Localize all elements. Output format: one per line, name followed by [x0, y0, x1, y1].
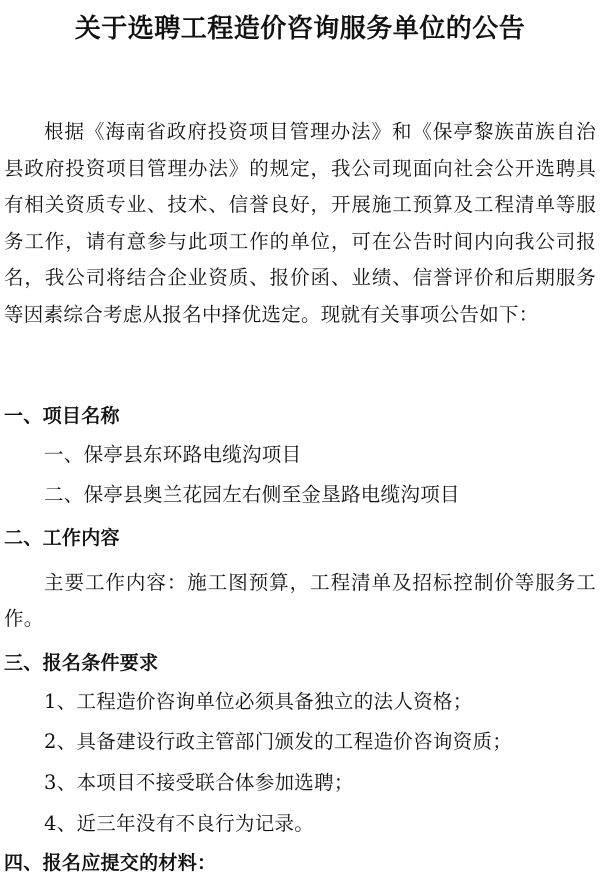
project-item-1: 一、保亭县东环路电缆沟项目 [44, 443, 302, 466]
intro-paragraph: 根据《海南省政府投资项目管理办法》和《保亭黎族苗族自治县政府投资项目管理办法》的规定，我公司现面向社会公开选聘具有相关资质专业、技术、信誉良好，开展施工预算及工程清单等服务工作，请有意参与此项工作的单位，可在公告时间内向我公司报名，我公司将结合企业资质、报价函、业绩、信誉评价和后期服务等因素综合考虑从报名中择优选定。现就有关事项公告如下： [4, 120, 596, 326]
requirement-item-4: 4、近三年没有不良行为记录。 [44, 812, 315, 835]
section-heading-work-content: 二、工作内容 [4, 527, 120, 549]
requirement-item-1: 1、工程造价咨询单位必须具备独立的法人资格； [44, 690, 473, 713]
project-item-2: 二、保亭县奥兰花园左右侧至金垦路电缆沟项目 [44, 483, 460, 506]
document-title: 关于选聘工程造价咨询服务单位的公告 [74, 14, 526, 44]
work-content-text: 主要工作内容：施工图预算，工程清单及招标控制价等服务工作。 [4, 571, 596, 630]
section-heading-requirements: 三、报名条件要求 [4, 652, 159, 674]
requirement-item-2: 2、具备建设行政主管部门颁发的工程造价咨询资质； [44, 730, 513, 753]
section-heading-project-name: 一、项目名称 [4, 405, 120, 427]
section-heading-materials: 四、报名应提交的材料： [4, 852, 217, 874]
requirement-item-3: 3、本项目不接受联合体参加选聘； [44, 771, 354, 794]
